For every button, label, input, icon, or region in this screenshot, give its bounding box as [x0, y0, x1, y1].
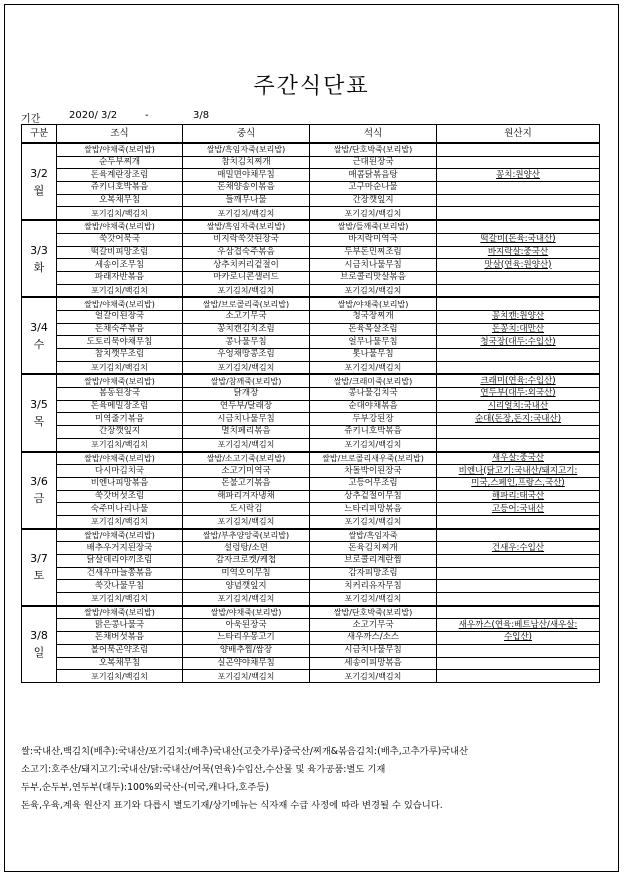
- lunch-cell: 느타리우몽고기: [183, 632, 310, 645]
- origin-cell: 새우까스(연육:베트남산/새우살:: [437, 619, 600, 632]
- dinner-cell: 간장깻잎지: [310, 194, 437, 207]
- day-cell: [22, 529, 57, 606]
- table-row: [22, 593, 600, 606]
- origin-cell: 시리얼치:국내산: [437, 400, 600, 413]
- lunch-cell: 비지락쑥갓된장국: [183, 233, 310, 246]
- table-row: [22, 194, 600, 207]
- origin-cell: [437, 426, 600, 439]
- lunch-cell: 소고기무국: [183, 310, 310, 323]
- day-date: 3/6: [30, 475, 48, 489]
- dinner-cell: 두부강된장: [310, 413, 437, 426]
- note-line: 소고기:호주산/돼지고기:국내산/닭:국내산/어묵(연육)수입산,수산물 및 육가공품:별도 기재: [21, 764, 386, 775]
- header-lunch: 중식: [183, 125, 310, 144]
- table-row: [22, 555, 600, 568]
- table-row: [22, 310, 600, 323]
- menu-page: [4, 4, 619, 872]
- table-row: [22, 657, 600, 670]
- dinner-cell: 매콤닭볶음탕: [310, 169, 437, 182]
- breakfast-cell: 쌀밥/야채죽(보리밥): [57, 606, 183, 619]
- dinner-cell: 콩나물김치국: [310, 388, 437, 401]
- dinner-cell: 시금치나물무침: [310, 644, 437, 657]
- table-row: [22, 233, 600, 246]
- breakfast-cell: 오복채무침: [57, 657, 183, 670]
- breakfast-cell: 봄동된장국: [57, 388, 183, 401]
- dinner-cell: 두부돈민찌조림: [310, 246, 437, 259]
- dinner-cell: 톳나물무침: [310, 349, 437, 362]
- table-row: [22, 438, 600, 451]
- dinner-cell: 새우까스/소스: [310, 632, 437, 645]
- origin-cell: 비엔나(닭고기:국내산/돼지고기:: [437, 465, 600, 478]
- breakfast-cell: 쌀밥/야채죽(보리밥): [57, 529, 183, 542]
- table-row: [22, 465, 600, 478]
- breakfast-cell: 돈채버섯볶음: [57, 632, 183, 645]
- breakfast-cell: 미역줄기볶음: [57, 413, 183, 426]
- origin-cell: 연두부(대두:외국산): [437, 388, 600, 401]
- lunch-cell: 도시락김: [183, 503, 310, 516]
- breakfast-cell: 포기김치/백김치: [57, 593, 183, 606]
- day-weekday: 일: [33, 646, 45, 660]
- breakfast-cell: 쌀밥/야채죽(보리밥): [57, 374, 183, 387]
- period-dash: -: [145, 110, 149, 121]
- origin-cell: 돈꽁치:대만산: [437, 323, 600, 336]
- origin-cell: 순대(돈장,돈지:국내산): [437, 413, 600, 426]
- table-row: [22, 220, 600, 233]
- table-row: [22, 361, 600, 374]
- table-row: [22, 644, 600, 657]
- breakfast-cell: 파래자반볶음: [57, 271, 183, 284]
- table-row: [22, 529, 600, 542]
- lunch-cell: 닭개장: [183, 388, 310, 401]
- breakfast-cell: 포기김치/백김치: [57, 515, 183, 528]
- lunch-cell: 아욱된장국: [183, 619, 310, 632]
- table-row: [22, 477, 600, 490]
- table-row: [22, 388, 600, 401]
- dinner-cell: 브로콜리계란찜: [310, 555, 437, 568]
- header-row: [22, 125, 600, 144]
- table-row: [22, 413, 600, 426]
- origin-cell: [437, 555, 600, 568]
- breakfast-cell: 쑥갓어묵국: [57, 233, 183, 246]
- day-cell: [22, 143, 57, 220]
- day-cell: [22, 606, 57, 683]
- day-cell: [22, 374, 57, 451]
- lunch-cell: 마카로니콘샐러드: [183, 271, 310, 284]
- lunch-cell: 포기김치/백김치: [183, 438, 310, 451]
- day-weekday: 토: [33, 569, 45, 583]
- table-row: [22, 374, 600, 387]
- dinner-cell: 쌀밥/단호박죽(보리밥): [310, 143, 437, 156]
- origin-cell: 새우살:중국산: [437, 452, 600, 465]
- dinner-cell: 돈육김치찌개: [310, 542, 437, 555]
- day-weekday: 월: [33, 183, 45, 197]
- breakfast-cell: 볼어묵곤약조림: [57, 644, 183, 657]
- table-row: [22, 323, 600, 336]
- table-row: [22, 400, 600, 413]
- origin-cell: 꽁치캔:원양산: [437, 310, 600, 323]
- table-row: [22, 297, 600, 310]
- table-row: [22, 143, 600, 156]
- lunch-cell: 포기김치/백김치: [183, 284, 310, 297]
- dinner-cell: 포기김치/백김치: [310, 284, 437, 297]
- lunch-cell: 우삼겹숙주볶음: [183, 246, 310, 259]
- origin-cell: [437, 194, 600, 207]
- table-row: [22, 670, 600, 683]
- origin-cell: [437, 182, 600, 195]
- origin-cell: [437, 670, 600, 683]
- table-row: [22, 515, 600, 528]
- lunch-cell: 콩나물무침: [183, 336, 310, 349]
- day-cell: [22, 220, 57, 297]
- breakfast-cell: 떡갈비피망조림: [57, 246, 183, 259]
- menu-body: [22, 143, 600, 682]
- dinner-cell: 치커리유자무침: [310, 580, 437, 593]
- dinner-cell: 쌀밥/들깨죽(보리밥): [310, 220, 437, 233]
- origin-cell: [437, 515, 600, 528]
- origin-cell: 건새우:수입산: [437, 542, 600, 555]
- origin-cell: [437, 220, 600, 233]
- lunch-cell: 실곤약야채무침: [183, 657, 310, 670]
- dinner-cell: 포기김치/백김치: [310, 207, 437, 220]
- table-row: [22, 606, 600, 619]
- table-row: [22, 426, 600, 439]
- header-breakfast: 조식: [57, 125, 183, 144]
- origin-cell: [437, 349, 600, 362]
- breakfast-cell: 쌀밥/야채죽(보리밥): [57, 452, 183, 465]
- table-row: [22, 349, 600, 362]
- origin-cell: 미국,스페인,프랑스,국산): [437, 477, 600, 490]
- day-weekday: 목: [33, 414, 45, 428]
- table-row: [22, 490, 600, 503]
- breakfast-cell: 쑥갓버섯조림: [57, 490, 183, 503]
- dinner-cell: 쌀밥/브로콜리새우죽(보리밥): [310, 452, 437, 465]
- lunch-cell: 들깨무나물: [183, 194, 310, 207]
- dinner-cell: 고등어무조림: [310, 477, 437, 490]
- note-line: 두부,순두부,연두부(대두):100%외국산-(미국,캐나다,호주등): [21, 782, 269, 793]
- breakfast-cell: 돈육계란장조림: [57, 169, 183, 182]
- dinner-cell: 포기김치/백김치: [310, 515, 437, 528]
- origin-cell: [437, 593, 600, 606]
- lunch-cell: 쌀밥/부추양앙죽(보리밥): [183, 529, 310, 542]
- weekly-menu-table: [21, 124, 600, 683]
- origin-cell: [437, 297, 600, 310]
- breakfast-cell: 돈육메밀장조림: [57, 400, 183, 413]
- page-title: 주간식단표: [253, 74, 370, 99]
- lunch-cell: 쌀밥/흑임자죽(보리밥): [183, 220, 310, 233]
- origin-cell: 크래미(연육:수입산): [437, 374, 600, 387]
- origin-cell: 청국장(대두:수입산): [437, 336, 600, 349]
- breakfast-cell: 비엔나피망볶음: [57, 477, 183, 490]
- dinner-cell: 시금치나물무침: [310, 259, 437, 272]
- table-row: [22, 284, 600, 297]
- notes: [21, 743, 606, 815]
- dinner-cell: 돈육목살조림: [310, 323, 437, 336]
- header-origin: 원산지: [437, 125, 600, 144]
- dinner-cell: 차돌박이된장국: [310, 465, 437, 478]
- lunch-cell: 양념깻잎지: [183, 580, 310, 593]
- dinner-cell: 근대된장국: [310, 156, 437, 169]
- breakfast-cell: 포기김치/백김치: [57, 207, 183, 220]
- origin-cell: 떡갈비(돈육:국내산): [437, 233, 600, 246]
- origin-cell: [437, 156, 600, 169]
- table-row: [22, 542, 600, 555]
- origin-cell: 맛살(연육:원양산): [437, 259, 600, 272]
- lunch-cell: 멸치페리볶음: [183, 426, 310, 439]
- day-cell: [22, 452, 57, 529]
- origin-cell: [437, 606, 600, 619]
- period-end: 3/8: [193, 110, 210, 121]
- dinner-cell: 쥬키니호박볶음: [310, 426, 437, 439]
- note-line: 돈육,우육,계육 원산지 표기와 다릅시 별도기재/상기메뉴는 식자재 수급 사정에 따라 변경될 수 있습니다.: [21, 800, 443, 811]
- origin-cell: [437, 567, 600, 580]
- dinner-cell: 포기김치/백김치: [310, 361, 437, 374]
- breakfast-cell: 간장깻잎지: [57, 426, 183, 439]
- lunch-cell: 우엉채땅콩조림: [183, 349, 310, 362]
- breakfast-cell: 오복채무침: [57, 194, 183, 207]
- dinner-cell: 쌀밥/크래미죽(보리밥): [310, 374, 437, 387]
- lunch-cell: 포기김치/백김치: [183, 207, 310, 220]
- breakfast-cell: 쌀밥/야채죽(보리밥): [57, 297, 183, 310]
- origin-cell: [437, 657, 600, 670]
- origin-cell: 바지락살:중국산: [437, 246, 600, 259]
- table-row: [22, 632, 600, 645]
- day-date: 3/4: [30, 320, 48, 334]
- table-row: [22, 207, 600, 220]
- origin-cell: [437, 284, 600, 297]
- breakfast-cell: 순두부찌개: [57, 156, 183, 169]
- lunch-cell: 양배추찜/쌈장: [183, 644, 310, 657]
- breakfast-cell: 포기김치/백김치: [57, 361, 183, 374]
- lunch-cell: 쌀밥/소고기죽(보리밥): [183, 452, 310, 465]
- breakfast-cell: 숙주미나리나물: [57, 503, 183, 516]
- dinner-cell: 포기김치/백김치: [310, 593, 437, 606]
- lunch-cell: 쌀밥/브로콜리죽(보리밥): [183, 297, 310, 310]
- table-row: [22, 156, 600, 169]
- breakfast-cell: 맑은콩나물국: [57, 619, 183, 632]
- lunch-cell: 감자크로켓/케첩: [183, 555, 310, 568]
- breakfast-cell: 쑥갓나물무침: [57, 580, 183, 593]
- breakfast-cell: 배추우거지된장국: [57, 542, 183, 555]
- period-row: [21, 110, 581, 124]
- origin-cell: [437, 529, 600, 542]
- table-row: [22, 567, 600, 580]
- lunch-cell: 미역오이무침: [183, 567, 310, 580]
- dinner-cell: 소고기무국: [310, 619, 437, 632]
- breakfast-cell: 닭살데리야끼조림: [57, 555, 183, 568]
- dinner-cell: 얼무나물무침: [310, 336, 437, 349]
- dinner-cell: 세송이피망볶음: [310, 657, 437, 670]
- origin-cell: 수입산): [437, 632, 600, 645]
- origin-cell: [437, 271, 600, 284]
- lunch-cell: 돈채양송이볶음: [183, 182, 310, 195]
- day-weekday: 화: [33, 260, 45, 274]
- breakfast-cell: 포기김치/백김치: [57, 284, 183, 297]
- origin-cell: [437, 143, 600, 156]
- breakfast-cell: 포기김치/백김치: [57, 670, 183, 683]
- lunch-cell: 해파리겨자냉채: [183, 490, 310, 503]
- lunch-cell: 쌀밥/참깨죽(보리밥): [183, 374, 310, 387]
- day-date: 3/2: [30, 166, 48, 180]
- dinner-cell: 고구마순나물: [310, 182, 437, 195]
- table-row: [22, 619, 600, 632]
- lunch-cell: 꽁치캔김치조림: [183, 323, 310, 336]
- lunch-cell: 참치김치찌개: [183, 156, 310, 169]
- day-date: 3/8: [30, 629, 48, 643]
- table-row: [22, 259, 600, 272]
- breakfast-cell: 포기김치/백김치: [57, 438, 183, 451]
- table-row: [22, 503, 600, 516]
- dinner-cell: 순대야채볶음: [310, 400, 437, 413]
- table-row: [22, 246, 600, 259]
- day-date: 3/5: [30, 397, 48, 411]
- day-weekday: 금: [33, 492, 45, 506]
- table-row: [22, 169, 600, 182]
- breakfast-cell: 도토리묵야채무침: [57, 336, 183, 349]
- origin-cell: [437, 361, 600, 374]
- header-dinner: 석식: [310, 125, 437, 144]
- origin-cell: [437, 207, 600, 220]
- day-weekday: 수: [33, 337, 45, 351]
- breakfast-cell: 다시마김치국: [57, 465, 183, 478]
- day-cell: [22, 297, 57, 374]
- breakfast-cell: 쌀밥/야채죽(보리밥): [57, 220, 183, 233]
- period-start: 2020/ 3/2: [69, 110, 118, 121]
- lunch-cell: 설렁탕/소면: [183, 542, 310, 555]
- day-date: 3/3: [30, 243, 48, 257]
- lunch-cell: 연두부/달래장: [183, 400, 310, 413]
- dinner-cell: 포기김치/백김치: [310, 670, 437, 683]
- origin-cell: [437, 580, 600, 593]
- origin-cell: 고등어:국내산: [437, 503, 600, 516]
- origin-cell: 꽁치:원양산: [437, 169, 600, 182]
- dinner-cell: 청국장찌개: [310, 310, 437, 323]
- table-row: [22, 580, 600, 593]
- dinner-cell: 쌀밥/단호박죽(보리밥): [310, 606, 437, 619]
- breakfast-cell: 쥬키니호박볶음: [57, 182, 183, 195]
- dinner-cell: 브로콜리맛살볶음: [310, 271, 437, 284]
- dinner-cell: 느타리피망볶음: [310, 503, 437, 516]
- breakfast-cell: 세송이조무침: [57, 259, 183, 272]
- dinner-cell: 바지락미역국: [310, 233, 437, 246]
- origin-cell: 해파리:태국산: [437, 490, 600, 503]
- lunch-cell: 포기김치/백김치: [183, 515, 310, 528]
- lunch-cell: 돈불고기볶음: [183, 477, 310, 490]
- day-date: 3/7: [30, 552, 48, 566]
- lunch-cell: 상추치커리겉절이: [183, 259, 310, 272]
- breakfast-cell: 건새우마늘쫑볶음: [57, 567, 183, 580]
- dinner-cell: 포기김치/백김치: [310, 438, 437, 451]
- period-label: 기간: [21, 114, 41, 125]
- dinner-cell: 쌀밥/야채죽(보리밥): [310, 297, 437, 310]
- lunch-cell: 시금치나물무침: [183, 413, 310, 426]
- header-category: 구분: [22, 125, 57, 144]
- lunch-cell: 포기김치/백김치: [183, 361, 310, 374]
- dinner-cell: 감자피망조림: [310, 567, 437, 580]
- table-row: [22, 452, 600, 465]
- breakfast-cell: 참치깻무조림: [57, 349, 183, 362]
- lunch-cell: 포기김치/백김치: [183, 593, 310, 606]
- origin-cell: [437, 644, 600, 657]
- lunch-cell: 포기김치/백김치: [183, 670, 310, 683]
- lunch-cell: 매밀면야채무침: [183, 169, 310, 182]
- lunch-cell: 쌀밥/흑임자죽(보리밥): [183, 143, 310, 156]
- lunch-cell: 소고기미역국: [183, 465, 310, 478]
- breakfast-cell: 돈채숙주볶음: [57, 323, 183, 336]
- breakfast-cell: 얼갈이된장국: [57, 310, 183, 323]
- lunch-cell: 쌀밥/야채죽(보리밥): [183, 606, 310, 619]
- table-row: [22, 182, 600, 195]
- dinner-cell: 쌀밥/흑임자죽: [310, 529, 437, 542]
- table-row: [22, 271, 600, 284]
- dinner-cell: 상추겉절이무침: [310, 490, 437, 503]
- note-line: 쌀:국내산,백김치(배추):국내산/포기김치:(배추)국내산(고춧가루)중국산/찌개&볶음김치:(배추,고추가루)국내산: [21, 746, 469, 757]
- breakfast-cell: 쌀밥/야채죽(보리밥): [57, 143, 183, 156]
- origin-cell: [437, 438, 600, 451]
- table-row: [22, 336, 600, 349]
